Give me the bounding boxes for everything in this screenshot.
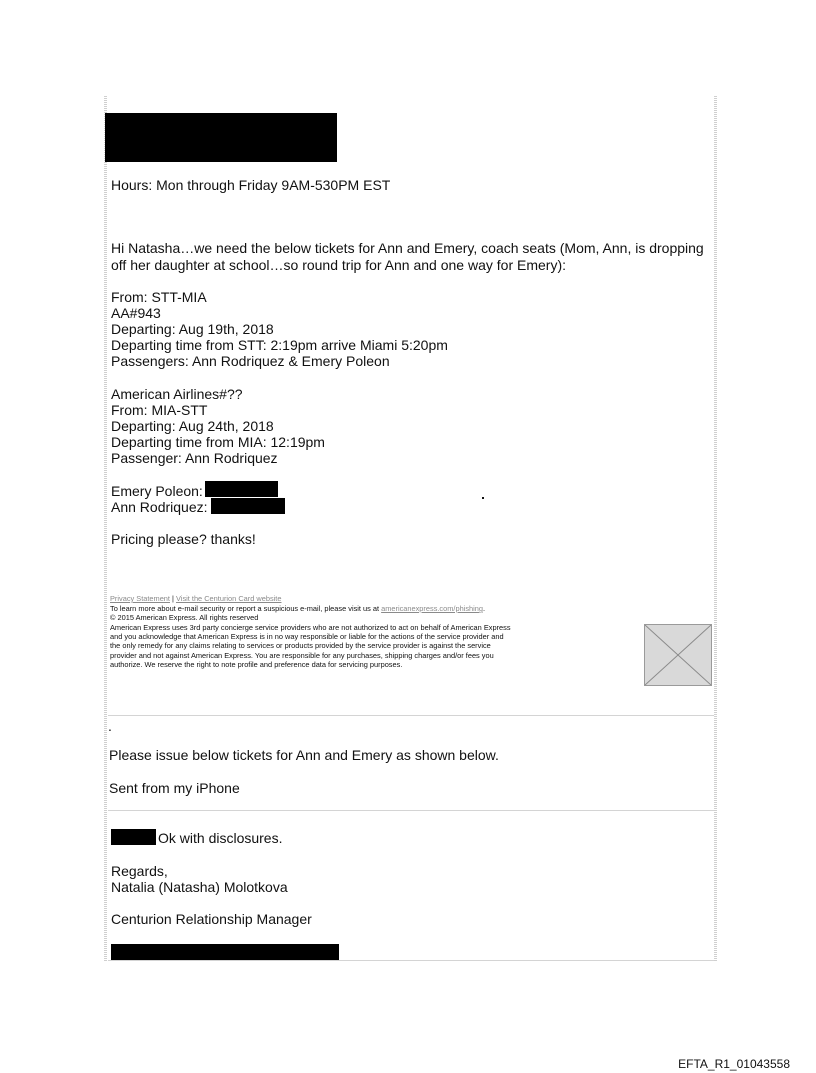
privacy-statement-link[interactable]: Privacy Statement	[110, 594, 170, 603]
flight1-date: Departing: Aug 19th, 2018	[111, 321, 274, 337]
disclaimer-line-2: and you acknowledge that American Express is in no way responsible or liable for the actions of the service provider and	[110, 632, 504, 641]
disclaimer-line-5: authorize. We reserve the right to note profile and preference data for servicing purposes.	[110, 660, 403, 669]
issue-tickets-text: Please issue below tickets for Ann and Emery as shown below.	[109, 747, 499, 763]
redacted-salutation	[111, 829, 156, 845]
stray-dot-mark	[482, 497, 484, 499]
flight1-from: From: STT-MIA	[111, 289, 207, 305]
signer-title: Centurion Relationship Manager	[111, 911, 312, 927]
flight2-passenger: Passenger: Ann Rodriquez	[111, 450, 278, 466]
signer-name: Natalia (Natasha) Molotkova	[111, 879, 288, 895]
ok-disclosures-text: Ok with disclosures.	[158, 830, 283, 846]
left-frame-border	[104, 96, 107, 962]
security-text: To learn more about e-mail security or report a suspicious e-mail, please visit us at	[110, 604, 382, 613]
hours-text: Hours: Mon through Friday 9AM-530PM EST	[111, 177, 391, 193]
disclaimer-line-1: American Express uses 3rd party concierge service providers who are not authorized to act on behalf of American Express	[110, 623, 511, 632]
security-period: .	[482, 604, 486, 613]
reply-dot: .	[108, 718, 112, 734]
flight2-from: From: MIA-STT	[111, 402, 208, 418]
disclaimer-line-4: provider and not against American Express. You are responsible for any purchases, shipping charges and/or fees you	[110, 651, 494, 660]
redacted-emery-info	[205, 481, 278, 497]
greeting-line-1: Hi Natasha…we need the below tickets for Ann and Emery, coach seats (Mom, Ann, is dropping	[111, 240, 704, 256]
greeting-line-2: off her daughter at school…so round trip for Ann and one way for Emery):	[111, 257, 566, 273]
flight1-time: Departing time from STT: 2:19pm arrive Miami 5:20pm	[111, 337, 448, 353]
sent-from-text: Sent from my iPhone	[109, 780, 240, 796]
flight2-time: Departing time from MIA: 12:19pm	[111, 434, 325, 450]
phishing-link[interactable]: americanexpress.com/phishing	[381, 604, 483, 613]
centurion-website-link[interactable]: Visit the Centurion Card website	[176, 594, 282, 603]
quoted-block-bottom-border	[108, 715, 714, 716]
flight1-number: AA#943	[111, 305, 161, 321]
footer-security-row	[110, 604, 485, 613]
document-id: EFTA_R1_01043558	[678, 1057, 790, 1071]
signature-block-top-border	[108, 810, 714, 811]
redacted-signature-footer	[111, 944, 339, 960]
image-placeholder-icon	[644, 624, 712, 686]
right-frame-border	[714, 96, 717, 962]
passenger-ann-label: Ann Rodriquez:	[111, 499, 208, 515]
flight2-date: Departing: Aug 24th, 2018	[111, 418, 274, 434]
flight2-airline: American Airlines#??	[111, 386, 243, 402]
footer-link-separator: |	[169, 594, 177, 603]
signature-block-bottom-border	[108, 960, 714, 961]
disclaimer-line-3: the only remedy for any claims relating to services or products provided by the service provider is against the service	[110, 641, 491, 650]
flight1-passengers: Passengers: Ann Rodriquez & Emery Poleon	[111, 353, 390, 369]
regards-text: Regards,	[111, 863, 168, 879]
redacted-ann-info	[211, 498, 285, 514]
redacted-header	[105, 113, 337, 162]
passenger-emery-label: Emery Poleon:	[111, 483, 203, 499]
pricing-text: Pricing please? thanks!	[111, 531, 256, 547]
copyright-text: © 2015 American Express. All rights reserved	[110, 613, 259, 622]
footer-links-row	[110, 594, 281, 603]
